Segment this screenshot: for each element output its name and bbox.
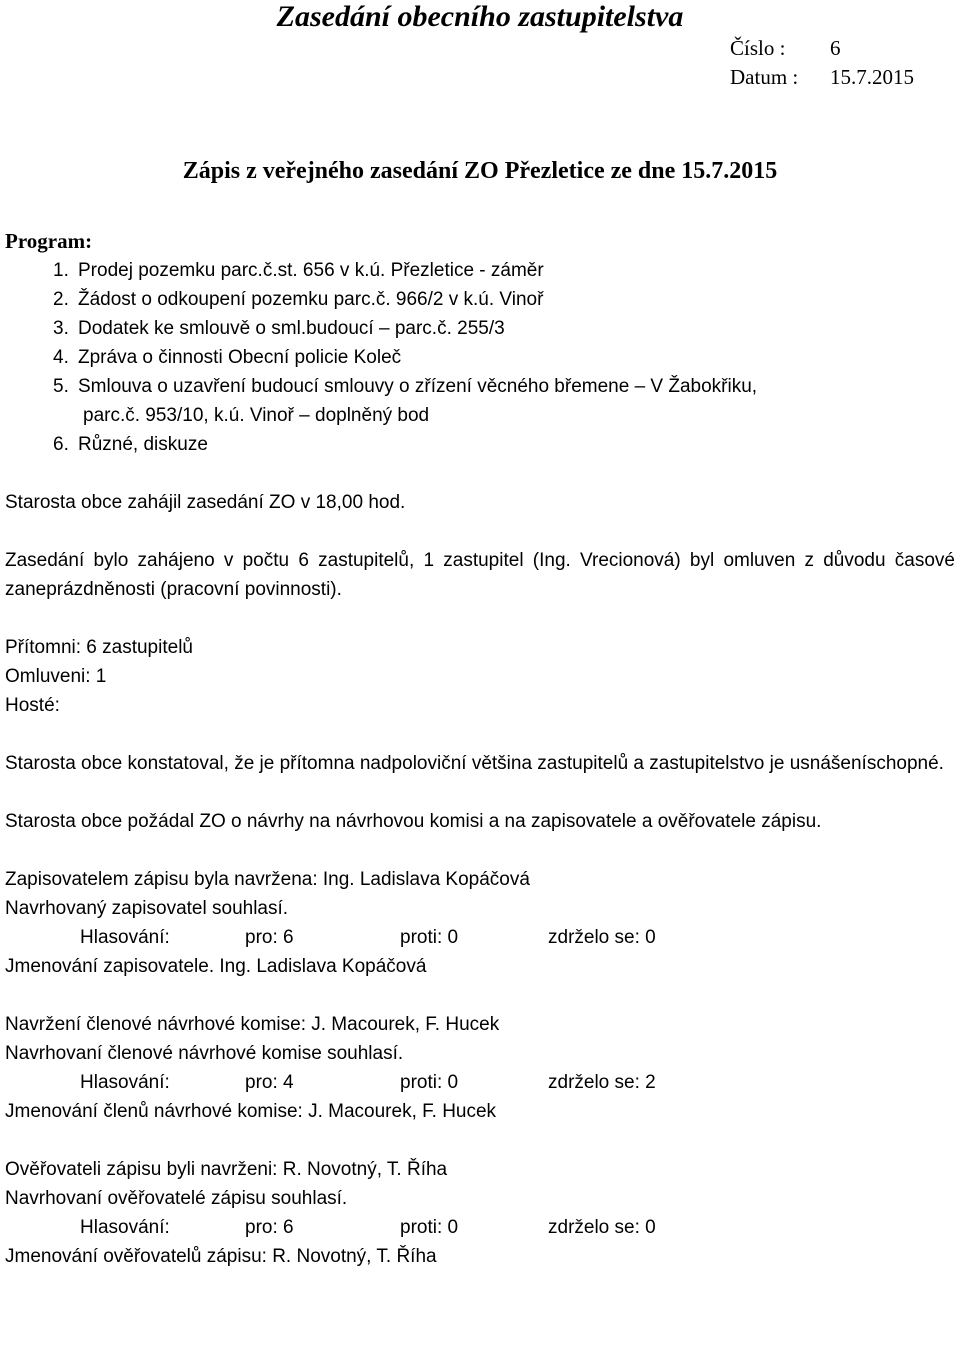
program-item-number: 3.: [53, 318, 69, 339]
present-count: Přítomni: 6 zastupitelů: [5, 637, 193, 658]
attendance-statement: Zasedání bylo zahájeno v počtu 6 zastupitelů, 1 zastupitel (Ing. Vrecionová) byl omluven z důvodu časové zaneprázdněnosti (pracovní povinnosti).: [5, 550, 955, 600]
vote-line: [5, 923, 960, 952]
guests-line: Hosté:: [5, 695, 60, 716]
section-appointment: Jmenování členů návrhové komise: J. Macourek, F. Hucek: [5, 1101, 497, 1122]
proposals-request: Starosta obce požádal ZO o návrhy na návrhovou komisi a na zapisovatele a ověřovatele zápisu.: [5, 811, 822, 832]
vote-for: pro: 6: [245, 927, 294, 948]
program-item-number: 6.: [53, 434, 69, 455]
vote-abstain: zdrželo se: 0: [548, 927, 656, 948]
document-body: [5, 227, 960, 1271]
section-draft-committee: [5, 1010, 960, 1126]
section-appointment: Jmenování zapisovatele. Ing. Ladislava Kopáčová: [5, 956, 427, 977]
number-value: 6: [830, 36, 841, 60]
vote-against: proti: 0: [400, 927, 459, 948]
document-number: [730, 34, 940, 63]
program-item-text: Různé, diskuze: [78, 434, 208, 455]
section-verifiers: [5, 1155, 960, 1271]
vote-against: proti: 0: [400, 1072, 459, 1093]
excused-count: Omluveni: 1: [5, 666, 107, 687]
program-item: [5, 430, 960, 459]
vote-label: Hlasování:: [80, 1072, 170, 1093]
vote-for: pro: 6: [245, 1217, 294, 1238]
document-date: [730, 63, 940, 92]
program-list: [5, 256, 960, 459]
section-consent: Navrhovaní členové návrhové komise souhlasí.: [5, 1043, 404, 1064]
program-item-text: Zpráva o činnosti Obecní policie Koleč: [78, 347, 402, 368]
document-title: Zasedání obecního zastupitelstva: [276, 0, 684, 33]
program-item: [5, 372, 960, 430]
date-label: Datum :: [730, 65, 799, 89]
date-value: 15.7.2015: [830, 65, 914, 89]
section-consent: Navrhovaní ověřovatelé zápisu souhlasí.: [5, 1188, 348, 1209]
program-item-number: 4.: [53, 347, 69, 368]
program-item-number: 1.: [53, 260, 69, 281]
program-item-text: Dodatek ke smlouvě o sml.budoucí – parc.č. 255/3: [78, 318, 505, 339]
program-item: [5, 285, 960, 314]
section-recorder: [5, 865, 960, 981]
program-item: [5, 343, 960, 372]
program-item-text: Prodej pozemku parc.č.st. 656 v k.ú. Přezletice - záměr: [78, 260, 544, 281]
program-item-text: Žádost o odkoupení pozemku parc.č. 966/2 v k.ú. Vinoř: [78, 289, 544, 310]
minutes-title: Zápis z veřejného zasedání ZO Přezletice ze dne 15.7.2015: [182, 158, 778, 184]
vote-label: Hlasování:: [80, 1217, 170, 1238]
vote-line: [5, 1068, 960, 1097]
vote-for: pro: 4: [245, 1072, 294, 1093]
section-proposal: Zapisovatelem zápisu byla navržena: Ing. Ladislava Kopáčová: [5, 869, 530, 890]
program-heading: Program:: [5, 229, 93, 253]
program-item-text-continued: parc.č. 953/10, k.ú. Vinoř – doplněný bod: [83, 405, 430, 426]
opening-statement: Starosta obce zahájil zasedání ZO v 18,00 hod.: [5, 492, 406, 513]
program-item-number: 2.: [53, 289, 69, 310]
vote-line: [5, 1213, 960, 1242]
program-item: [5, 256, 960, 285]
section-appointment: Jmenování ověřovatelů zápisu: R. Novotný, T. Říha: [5, 1246, 437, 1267]
vote-abstain: zdrželo se: 2: [548, 1072, 656, 1093]
program-item-number: 5.: [53, 376, 69, 397]
program-item: [5, 314, 960, 343]
vote-abstain: zdrželo se: 0: [548, 1217, 656, 1238]
section-consent: Navrhovaný zapisovatel souhlasí.: [5, 898, 289, 919]
section-proposal: Ověřovateli zápisu byli navrženi: R. Novotný, T. Říha: [5, 1159, 448, 1180]
program-item-text: Smlouva o uzavření budoucí smlouvy o zřízení věcného břemene – V Žabokřiku,: [78, 376, 758, 397]
vote-label: Hlasování:: [80, 927, 170, 948]
number-label: Číslo :: [730, 36, 786, 60]
vote-against: proti: 0: [400, 1217, 459, 1238]
section-proposal: Navržení členové návrhové komise: J. Macourek, F. Hucek: [5, 1014, 500, 1035]
quorum-statement: Starosta obce konstatoval, že je přítomna nadpoloviční většina zastupitelů a zastupitelstvo je usnášeníschopné.: [5, 753, 944, 774]
